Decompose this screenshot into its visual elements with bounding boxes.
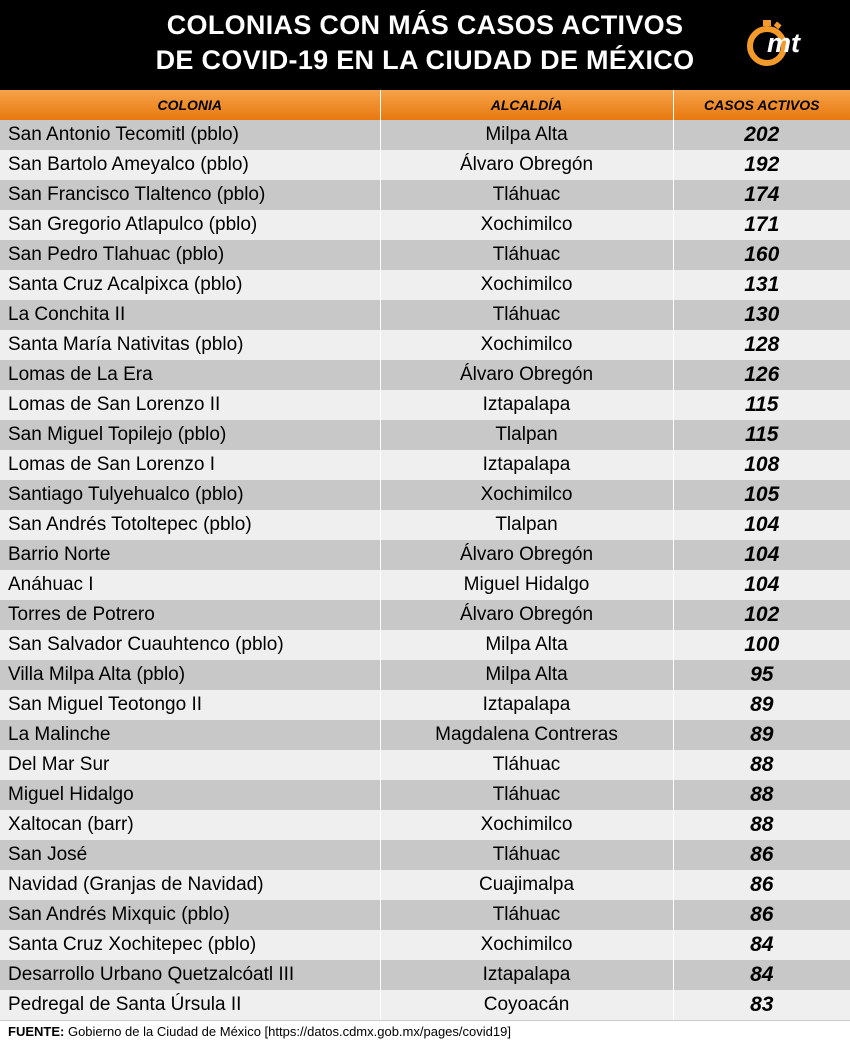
column-header-colonia: COLONIA — [0, 90, 380, 120]
table-row — [0, 360, 850, 390]
cell-colonia: San José — [0, 840, 380, 870]
cell-colonia: Lomas de San Lorenzo II — [0, 390, 380, 420]
table-row — [0, 870, 850, 900]
cell-casos-activos: 100 — [673, 630, 850, 660]
header — [0, 0, 850, 90]
cell-alcaldia: Milpa Alta — [380, 630, 673, 660]
table-row — [0, 810, 850, 840]
footer-label: FUENTE: — [8, 1024, 65, 1039]
cell-alcaldia: Tláhuac — [380, 780, 673, 810]
cell-colonia: Pedregal de Santa Úrsula II — [0, 990, 380, 1020]
cell-casos-activos: 174 — [673, 180, 850, 210]
table-row — [0, 840, 850, 870]
cell-casos-activos: 104 — [673, 510, 850, 540]
cell-casos-activos: 192 — [673, 150, 850, 180]
table-row — [0, 450, 850, 480]
cell-casos-activos: 108 — [673, 450, 850, 480]
cell-casos-activos: 130 — [673, 300, 850, 330]
column-header-casos: CASOS ACTIVOS — [673, 90, 850, 120]
cell-colonia: Xaltocan (barr) — [0, 810, 380, 840]
cell-casos-activos: 104 — [673, 540, 850, 570]
logo-text: mt — [767, 28, 800, 58]
footer-text: Gobierno de la Ciudad de México [https://datos.cdmx.gob.mx/pages/covid19] — [67, 1024, 511, 1039]
cell-colonia: San Francisco Tlaltenco (pblo) — [0, 180, 380, 210]
cell-casos-activos: 95 — [673, 660, 850, 690]
cell-alcaldia: Xochimilco — [380, 270, 673, 300]
cell-casos-activos: 88 — [673, 750, 850, 780]
table-body — [0, 120, 850, 1020]
cell-colonia: San Andrés Mixquic (pblo) — [0, 900, 380, 930]
cell-alcaldia: Tláhuac — [380, 750, 673, 780]
cell-colonia: La Conchita II — [0, 300, 380, 330]
cell-casos-activos: 115 — [673, 390, 850, 420]
table-row — [0, 120, 850, 150]
cell-casos-activos: 89 — [673, 720, 850, 750]
cell-alcaldia: Xochimilco — [380, 930, 673, 960]
cell-casos-activos: 160 — [673, 240, 850, 270]
table-row — [0, 600, 850, 630]
cell-alcaldia: Álvaro Obregón — [380, 150, 673, 180]
cell-alcaldia: Iztapalapa — [380, 450, 673, 480]
cell-casos-activos: 202 — [673, 120, 850, 150]
cell-alcaldia: Xochimilco — [380, 480, 673, 510]
cell-casos-activos: 104 — [673, 570, 850, 600]
cell-casos-activos: 171 — [673, 210, 850, 240]
cell-alcaldia: Tláhuac — [380, 300, 673, 330]
cell-alcaldia: Xochimilco — [380, 330, 673, 360]
cell-alcaldia: Álvaro Obregón — [380, 360, 673, 390]
table-row — [0, 570, 850, 600]
cell-casos-activos: 128 — [673, 330, 850, 360]
table-row — [0, 270, 850, 300]
table-row — [0, 180, 850, 210]
table-row — [0, 330, 850, 360]
table-row — [0, 720, 850, 750]
cell-colonia: San Miguel Teotongo II — [0, 690, 380, 720]
cell-casos-activos: 115 — [673, 420, 850, 450]
table-row — [0, 300, 850, 330]
cell-alcaldia: Magdalena Contreras — [380, 720, 673, 750]
cell-colonia: Lomas de San Lorenzo I — [0, 450, 380, 480]
table-row — [0, 930, 850, 960]
cell-alcaldia: Tláhuac — [380, 180, 673, 210]
title-line-2: DE COVID-19 EN LA CIUDAD DE MÉXICO — [155, 45, 695, 75]
cell-alcaldia: Cuajimalpa — [380, 870, 673, 900]
table-row — [0, 780, 850, 810]
cell-colonia: Barrio Norte — [0, 540, 380, 570]
cell-colonia: Santa María Nativitas (pblo) — [0, 330, 380, 360]
cell-colonia: Navidad (Granjas de Navidad) — [0, 870, 380, 900]
cell-casos-activos: 86 — [673, 870, 850, 900]
cell-casos-activos: 89 — [673, 690, 850, 720]
page-title — [0, 8, 850, 78]
cell-alcaldia: Álvaro Obregón — [380, 600, 673, 630]
title-line-1: COLONIAS CON MÁS CASOS ACTIVOS — [166, 10, 684, 40]
cell-colonia: Miguel Hidalgo — [0, 780, 380, 810]
cell-colonia: San Salvador Cuauhtenco (pblo) — [0, 630, 380, 660]
source-footer — [0, 1020, 850, 1045]
cell-colonia: Desarrollo Urbano Quetzalcóatl III — [0, 960, 380, 990]
cell-casos-activos: 88 — [673, 780, 850, 810]
table-row — [0, 990, 850, 1020]
cell-casos-activos: 84 — [673, 960, 850, 990]
column-header-alcaldia: ALCALDÍA — [380, 90, 673, 120]
table-row — [0, 540, 850, 570]
table-row — [0, 390, 850, 420]
cell-alcaldia: Iztapalapa — [380, 690, 673, 720]
table-row — [0, 660, 850, 690]
cell-casos-activos: 88 — [673, 810, 850, 840]
table-row — [0, 480, 850, 510]
cell-alcaldia: Tlalpan — [380, 510, 673, 540]
cases-table — [0, 90, 850, 1020]
cell-alcaldia: Milpa Alta — [380, 120, 673, 150]
cell-alcaldia: Iztapalapa — [380, 390, 673, 420]
cell-colonia: La Malinche — [0, 720, 380, 750]
cell-colonia: Del Mar Sur — [0, 750, 380, 780]
cell-colonia: San Gregorio Atlapulco (pblo) — [0, 210, 380, 240]
table-row — [0, 510, 850, 540]
cell-colonia: San Antonio Tecomitl (pblo) — [0, 120, 380, 150]
table-row — [0, 630, 850, 660]
cell-alcaldia: Coyoacán — [380, 990, 673, 1020]
cell-colonia: Torres de Potrero — [0, 600, 380, 630]
cell-colonia: Lomas de La Era — [0, 360, 380, 390]
cell-casos-activos: 86 — [673, 900, 850, 930]
mt-logo — [745, 14, 825, 74]
cell-alcaldia: Xochimilco — [380, 210, 673, 240]
cell-colonia: Villa Milpa Alta (pblo) — [0, 660, 380, 690]
cell-alcaldia: Tláhuac — [380, 840, 673, 870]
cell-colonia: Santa Cruz Acalpixca (pblo) — [0, 270, 380, 300]
cell-colonia: Santa Cruz Xochitepec (pblo) — [0, 930, 380, 960]
table-row — [0, 150, 850, 180]
cell-alcaldia: Tlalpan — [380, 420, 673, 450]
cell-casos-activos: 86 — [673, 840, 850, 870]
cell-casos-activos: 84 — [673, 930, 850, 960]
cell-casos-activos: 102 — [673, 600, 850, 630]
table-row — [0, 900, 850, 930]
cell-colonia: San Bartolo Ameyalco (pblo) — [0, 150, 380, 180]
table-row — [0, 240, 850, 270]
cell-casos-activos: 83 — [673, 990, 850, 1020]
cell-colonia: Anáhuac I — [0, 570, 380, 600]
table-header-row — [0, 90, 850, 120]
table-row — [0, 690, 850, 720]
table-row — [0, 210, 850, 240]
table-row — [0, 420, 850, 450]
cell-alcaldia: Tláhuac — [380, 900, 673, 930]
cell-alcaldia: Álvaro Obregón — [380, 540, 673, 570]
cell-alcaldia: Xochimilco — [380, 810, 673, 840]
cell-casos-activos: 105 — [673, 480, 850, 510]
cell-colonia: San Andrés Totoltepec (pblo) — [0, 510, 380, 540]
cell-alcaldia: Miguel Hidalgo — [380, 570, 673, 600]
cell-colonia: San Pedro Tlahuac (pblo) — [0, 240, 380, 270]
cell-alcaldia: Milpa Alta — [380, 660, 673, 690]
table-row — [0, 750, 850, 780]
table-row — [0, 960, 850, 990]
cell-casos-activos: 131 — [673, 270, 850, 300]
cell-alcaldia: Tláhuac — [380, 240, 673, 270]
cell-colonia: Santiago Tulyehualco (pblo) — [0, 480, 380, 510]
cell-casos-activos: 126 — [673, 360, 850, 390]
cell-colonia: San Miguel Topilejo (pblo) — [0, 420, 380, 450]
cell-alcaldia: Iztapalapa — [380, 960, 673, 990]
